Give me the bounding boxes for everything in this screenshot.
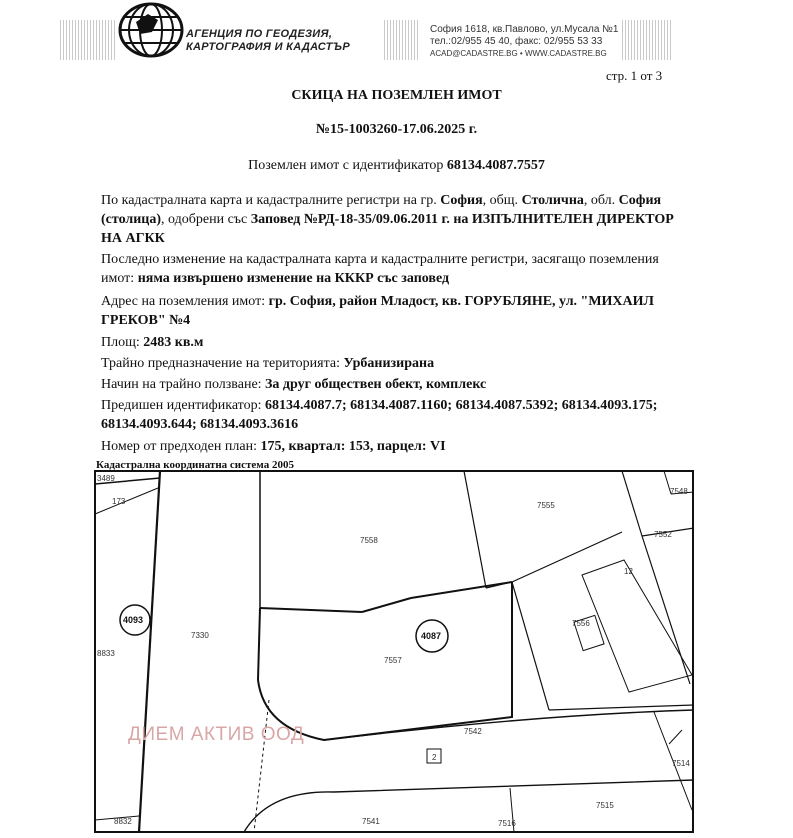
header-hatch-right <box>384 20 420 60</box>
document-title: СКИЦА НА ПОЗЕМЛЕН ИМОТ <box>291 88 502 103</box>
label-7552: 7552 <box>654 530 672 539</box>
text: , обл. <box>583 193 619 208</box>
boundary <box>362 598 411 612</box>
boundary <box>411 582 512 598</box>
label-7516: 7516 <box>498 819 516 828</box>
paragraph-usage <box>101 375 691 394</box>
identifier-line <box>0 158 793 174</box>
agency-address: София 1618, кв.Павлово, ул.Мусала №1 <box>430 24 619 35</box>
boundary <box>464 471 486 588</box>
previous-plan-value: 175, квартал: 153, парцел: VI <box>260 439 446 454</box>
agency-phone: тел.:02/955 45 40, факс: 02/955 53 33 <box>430 36 603 47</box>
agency-line-1: АГЕНЦИЯ ПО ГЕОДЕЗИЯ, <box>186 28 333 40</box>
label-2: 2 <box>432 753 437 762</box>
agency-name <box>186 28 350 54</box>
label-7514: 7514 <box>672 759 690 768</box>
street-edge <box>324 710 694 740</box>
text: Начин на трайно ползване: <box>101 377 266 392</box>
city: София <box>440 193 483 208</box>
company-stamp: ДИЕМ АКТИВ ООД <box>128 724 305 745</box>
paragraph-previous-identifier <box>101 396 691 434</box>
paragraph-area <box>101 333 691 352</box>
paragraph-last-change <box>101 250 691 288</box>
label-4093: 4093 <box>123 615 144 625</box>
text: Последно изменение на кадастралната карта и кадастралните регистри, засягащо поземления имот: <box>101 252 659 286</box>
label-7556: 7556 <box>572 619 590 628</box>
text: Номер от предходен план: <box>101 439 261 454</box>
label-3489: 3489 <box>97 474 115 483</box>
text: Предишен идентификатор: <box>101 398 266 413</box>
label-7548: 7548 <box>670 487 688 496</box>
paragraph-previous-plan <box>101 437 691 456</box>
text: По кадастралната карта и кадастралните регистри на гр. <box>101 193 441 208</box>
identifier-value: 68134.4087.7557 <box>446 158 545 173</box>
text: , общ. <box>482 193 522 208</box>
paragraph-purpose <box>101 354 691 373</box>
label-7330: 7330 <box>191 631 209 640</box>
identifier-label: Поземлен имот с идентификатор <box>248 158 447 173</box>
boundary <box>512 532 622 582</box>
label-7542: 7542 <box>464 727 482 736</box>
label-7555: 7555 <box>537 501 555 510</box>
label-4087: 4087 <box>421 631 442 641</box>
last-change-value: няма извършено изменение на КККР със заповед <box>137 271 450 286</box>
label-7515: 7515 <box>596 801 614 810</box>
page-number: стр. 1 от 3 <box>606 68 663 83</box>
label-7558: 7558 <box>360 536 378 545</box>
agency-web: ACAD@CADASTRE.BG • WWW.CADASTRE.BG <box>430 49 607 58</box>
paragraph-cadastral-map <box>101 191 691 248</box>
label-8832: 8832 <box>114 817 132 826</box>
agency-contact <box>430 24 618 60</box>
text: Трайно предназначение на територията: <box>101 356 344 371</box>
label-8833: 8833 <box>97 649 115 658</box>
paragraph-address <box>101 292 691 330</box>
area-value: 2483 кв.м <box>143 335 204 350</box>
order: Заповед №РД-18-35/09.06.2011 г. на ИЗПЪЛНИТЕЛЕН ДИРЕКТОР НА АГКК <box>101 212 674 246</box>
cadastral-map <box>94 470 694 833</box>
boundary <box>260 608 362 612</box>
street-edge <box>244 780 694 832</box>
text: , одобрени със <box>161 212 251 227</box>
text: Адрес на поземления имот: <box>101 294 269 309</box>
boundary <box>95 488 158 514</box>
label-7557: 7557 <box>384 656 402 665</box>
purpose-value: Урбанизирана <box>343 356 435 371</box>
boundary <box>549 705 694 710</box>
boundary <box>622 471 642 536</box>
document-number: №15-1003260-17.06.2025 г. <box>315 122 478 137</box>
agency-logo <box>118 2 184 58</box>
region: София (столица) <box>101 193 662 227</box>
usage-value: За друг обществен обект, комплекс <box>265 377 487 392</box>
agency-line-2: КАРТОГРАФИЯ И КАДАСТЪР <box>186 41 350 53</box>
boundary <box>512 582 549 710</box>
marker <box>669 730 682 744</box>
header-hatch-far <box>622 20 672 60</box>
boundary <box>139 471 160 832</box>
label-12: 12 <box>624 567 633 576</box>
boundary <box>642 536 690 684</box>
map-frame <box>95 471 693 832</box>
previous-identifier-value: 68134.4087.7; 68134.4087.1160; 68134.4087.5392; 68134.4093.175; 68134.4093.644; 68134.4093.3616 <box>101 398 658 432</box>
header-hatch-left <box>60 20 115 60</box>
label-7541: 7541 <box>362 817 380 826</box>
municipality: Столична <box>521 193 584 208</box>
map-caption: Кадастрална координатна система 2005 <box>96 459 294 471</box>
text: Площ: <box>101 335 144 350</box>
address-value: гр. София, район Младост, кв. ГОРУБЛЯНЕ, ул. "МИХАИЛ ГРЕКОВ" №4 <box>101 294 654 328</box>
label-173: 173 <box>112 497 126 506</box>
